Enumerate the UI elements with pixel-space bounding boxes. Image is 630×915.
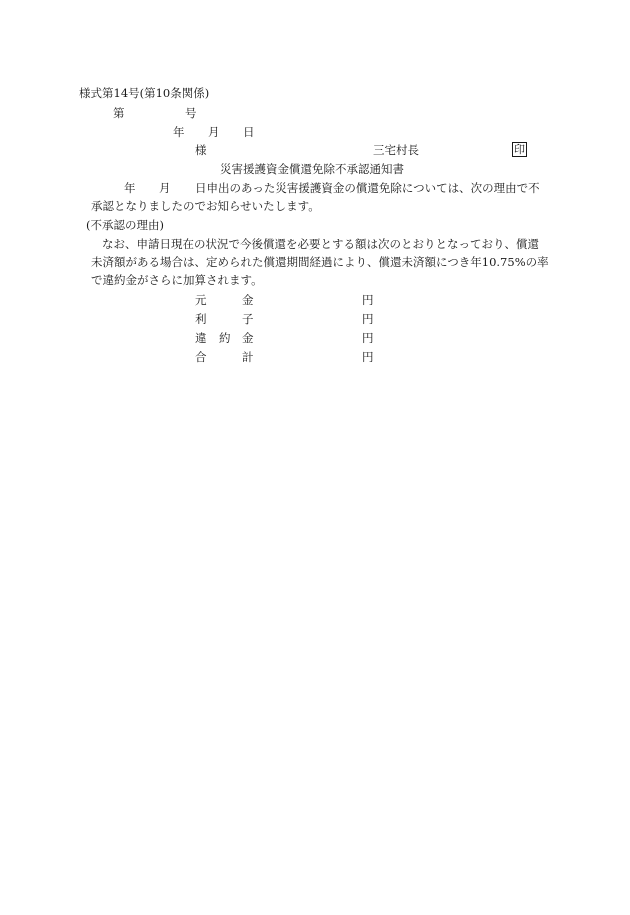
amount-unit: 円 <box>362 350 374 364</box>
number-suffix: 号 <box>185 106 197 120</box>
reason-heading: (不承認の理由) <box>86 218 164 232</box>
amount-label-a: 元 <box>195 293 207 307</box>
form-heading: 様式第14号(第10条関係) <box>79 86 210 100</box>
para2-line1-text: なお、申請日現在の状況で今後償還を必要とする額は次のとおりとなっており、償還 <box>102 237 539 251</box>
date-day: 日 <box>243 125 255 139</box>
amount-label-c: 金 <box>242 331 254 345</box>
amount-unit: 円 <box>362 331 374 345</box>
para2-line2-text: 未済額がある場合は、定められた償還期間経過により、償還未済額につき年10.75%の率 <box>91 255 549 269</box>
amount-label-a: 違 <box>195 331 207 345</box>
amount-label-a: 利 <box>195 312 207 326</box>
amount-label-b: 約 <box>219 331 231 345</box>
para1-month: 月 <box>159 181 171 195</box>
issuer-name: 三宅村長 <box>373 143 419 157</box>
amount-label-c: 子 <box>242 312 254 326</box>
amount-label-a: 合 <box>195 350 207 364</box>
amount-label-c: 計 <box>242 350 254 364</box>
amount-unit: 円 <box>362 312 374 326</box>
para1-line1-text: 日申出のあった災害援護資金の償還免除については、次の理由で不 <box>195 181 540 195</box>
amount-unit: 円 <box>362 293 374 307</box>
seal-mark: 印 <box>514 143 525 156</box>
para1-line2-text: 承認となりましたのでお知らせいたします。 <box>91 199 320 213</box>
para2-line3-text: で違約金がさらに加算されます。 <box>91 273 263 287</box>
date-year: 年 <box>173 125 185 139</box>
amount-label-c: 金 <box>242 293 254 307</box>
para1-year: 年 <box>124 181 136 195</box>
addressee-suffix: 様 <box>195 143 207 157</box>
date-month: 月 <box>208 125 220 139</box>
number-prefix: 第 <box>113 106 125 120</box>
document-title: 災害援護資金償還免除不承認通知書 <box>220 162 404 176</box>
